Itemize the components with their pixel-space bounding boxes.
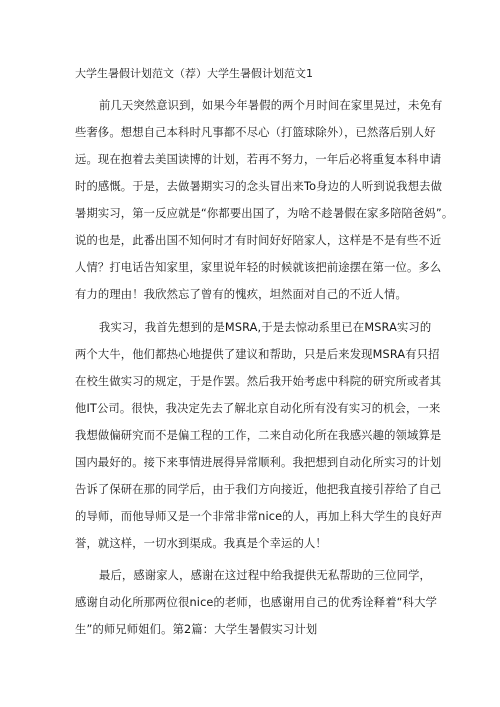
- paragraph-3-line-2: 感谢自动化所那两位很nice的老师，也感谢用自己的优秀诠释着“科大学: [75, 596, 438, 609]
- paragraph-2-line-2: 两个大牛，他们都热心地提供了建议和帮助，只是后来发现MSRA有只招: [75, 348, 440, 361]
- paragraph-2-line-8: 的导师，而他导师又是一个非常非常nice的人，再加上科大学生的良好声: [75, 510, 443, 523]
- paragraph-1-line-4: 时的感慨。于是，去做暑期实习的念头冒出来To身边的人听到说我想去做: [75, 180, 443, 193]
- paragraph-1-line-8: 有力的理由！我欣然忘了曾有的愧疚，坦然面对自己的不近人情。: [75, 288, 407, 301]
- paragraph-2-line-7: 告诉了保研在那的同学后，由于我们方向接近，他把我直接引荐给了自己: [75, 483, 442, 496]
- paragraph-2-line-9: 誉，就这样，一切水到渠成。我真是个幸运的人！: [75, 537, 327, 550]
- paragraph-1-line-7: 人情？打电话告知家里，家里说年轻的时候就该把前途摆在第一位。多么: [75, 261, 442, 274]
- paragraph-3-line-1: 最后，感谢家人，感谢在这过程中给我提供无私帮助的三位同学，: [99, 569, 431, 582]
- paragraph-2-line-6: 国内最好的。接下来事情进展得异常顺利。我把想到自动化所实习的计划: [75, 456, 442, 469]
- paragraph-1-line-2: 些奢侈。想想自己本科时凡事都不尽心（打篮球除外），已然落后别人好: [75, 126, 436, 139]
- paragraph-2-line-5: 我想做偏研究而不是偏工程的工作，二来自动化所在我感兴趣的领域算是: [75, 429, 442, 442]
- paragraph-1-line-3: 远。现在抱着去美国读博的计划，若再不努力，一年后必将重复本科申请: [75, 153, 442, 166]
- paragraph-2-line-3: 在校生做实习的规定，于是作罢。然后我开始考虑中科院的研究所或者其: [75, 375, 442, 388]
- paragraph-1-line-1: 前几天突然意识到，如果今年暑假的两个月时间在家里晃过，未免有: [99, 99, 443, 112]
- paragraph-2-line-1: 我实习，我首先想到的是MSRA,于是去惊动系里已在MSRA实习的: [99, 321, 432, 334]
- paragraph-1-line-5: 暑期实习，第一反应就是“你都要出国了，为啥不趁暑假在家多陪陪爸妈”。: [75, 207, 454, 220]
- paragraph-2-line-4: 他IT公司。很快，我决定先去了解北京自动化所有没有实习的机会，一来: [75, 402, 441, 415]
- paragraph-1-line-6: 说的也是，此番出国不知何时才有时间好好陪家人，这样是不是有些不近: [75, 234, 442, 247]
- paragraph-3-line-3: 生”的师兄师姐们。第2篇：大学生暑假实习计划: [75, 623, 318, 636]
- document-title: 大学生暑假计划范文（荐）大学生暑假计划范文1: [75, 67, 313, 80]
